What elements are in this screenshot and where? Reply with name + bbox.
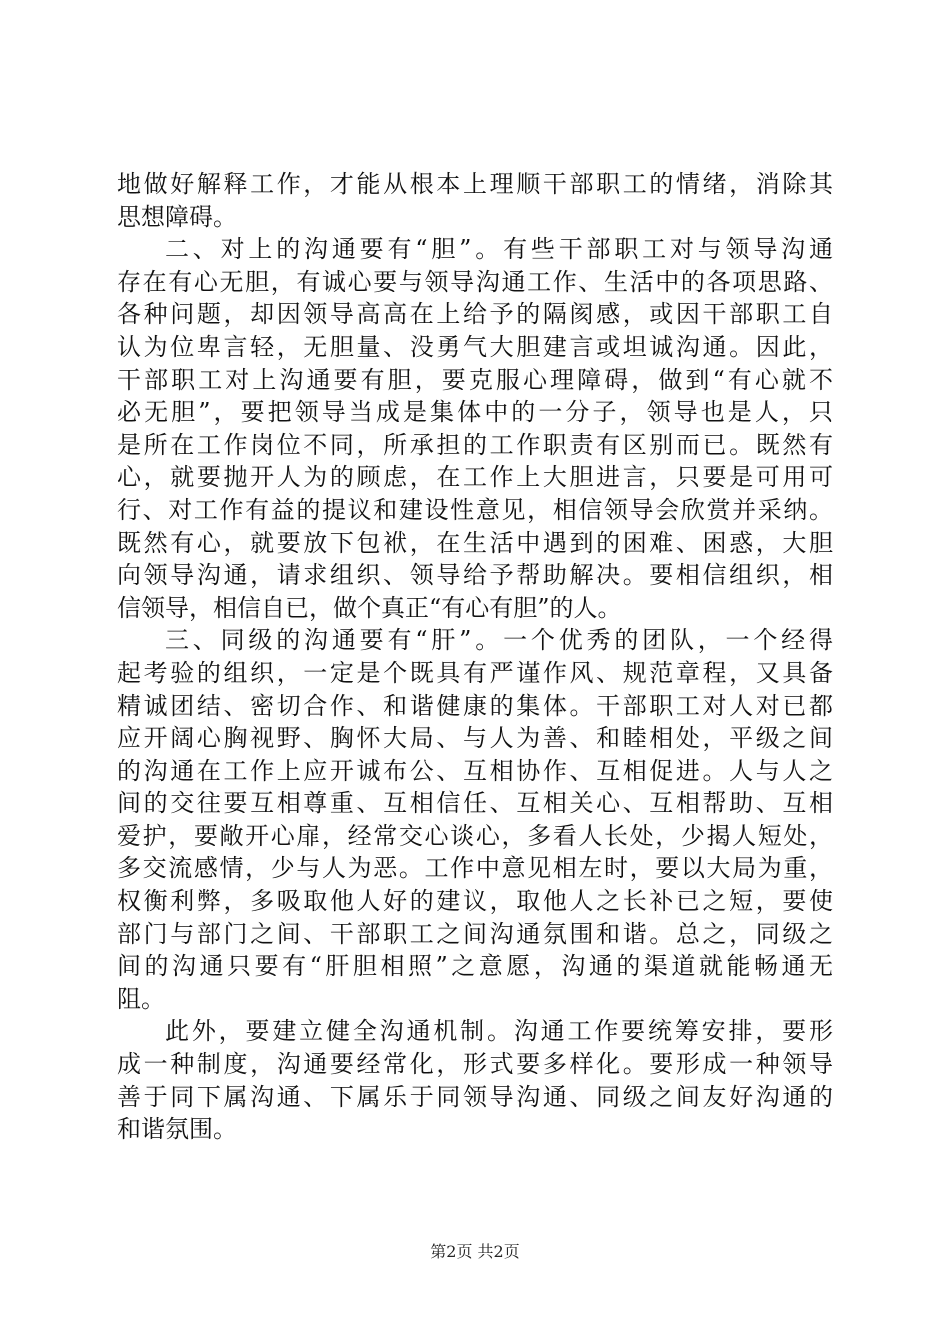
document-body bbox=[117, 168, 833, 1146]
text-line: 应开阔心胸视野、胸怀大局、与人为善、和睦相处，平级之间 bbox=[117, 724, 833, 753]
text-line: 爱护，要敞开心扉，经常交心谈心，多看人长处，少揭人短处， bbox=[117, 821, 833, 850]
text-line: 部门与部门之间、干部职工之间沟通氛围和谐。总之，同级之 bbox=[117, 919, 833, 948]
text-line: 的沟通在工作上应开诚布公、互相协作、互相促进。人与人之 bbox=[117, 756, 833, 785]
paragraph bbox=[117, 1015, 833, 1145]
text-line: 干部职工对上沟通要有胆，要克服心理障碍，做到“有心就不 bbox=[117, 365, 833, 394]
text-line: 多交流感情，少与人为恶。工作中意见相左时，要以大局为重， bbox=[117, 854, 833, 883]
text-line: 三、同级的沟通要有“肝”。一个优秀的团队，一个经得 bbox=[165, 626, 833, 655]
text-line: 精诚团结、密切合作、和谐健康的集体。干部职工对人对已都 bbox=[117, 691, 833, 720]
text-line: 向领导沟通，请求组织、领导给予帮助解决。要相信组织，相 bbox=[117, 561, 833, 590]
text-line: 地做好解释工作，才能从根本上理顺干部职工的情绪，消除其 bbox=[117, 170, 833, 198]
text-line: 既然有心，就要放下包袱，在生活中遇到的困难、困惑，大胆 bbox=[117, 528, 833, 557]
text-line: 存在有心无胆，有诚心要与领导沟通工作、生活中的各项思路、 bbox=[117, 267, 833, 296]
text-line: 起考验的组织，一定是个既具有严谨作风、规范章程，又具备 bbox=[117, 658, 833, 687]
text-line: 认为位卑言轻，无胆量、没勇气大胆建言或坦诚沟通。因此， bbox=[117, 332, 833, 361]
paragraph bbox=[117, 233, 833, 624]
paragraph bbox=[117, 624, 833, 1015]
page-number-footer: 第2页 共2页 bbox=[430, 1242, 520, 1261]
text-line: 和谐氛围。 bbox=[117, 1115, 237, 1144]
text-line: 行、对工作有益的提议和建设性意见，相信领导会欣赏并采纳。 bbox=[117, 495, 833, 524]
text-line: 间的沟通只要有“肝胆相照”之意愿，沟通的渠道就能畅通无 bbox=[117, 952, 833, 981]
text-line: 是所在工作岗位不同，所承担的工作职责有区别而已。既然有 bbox=[117, 430, 833, 459]
text-line: 心，就要抛开人为的顾虑，在工作上大胆进言，只要是可用可 bbox=[117, 463, 833, 492]
text-line: 思想障碍。 bbox=[117, 202, 237, 231]
text-line: 阻。 bbox=[117, 984, 165, 1013]
text-line: 必无胆”，要把领导当成是集体中的一分子，领导也是人，只 bbox=[117, 398, 833, 427]
text-line: 善于同下属沟通、下属乐于同领导沟通、同级之间友好沟通的 bbox=[117, 1082, 833, 1111]
text-line: 成一种制度，沟通要经常化，形式要多样化。要形成一种领导 bbox=[117, 1050, 833, 1079]
text-line: 二、对上的沟通要有“胆”。有些干部职工对与领导沟通 bbox=[165, 235, 833, 264]
text-line: 此外，要建立健全沟通机制。沟通工作要统筹安排，要形 bbox=[165, 1017, 833, 1046]
text-line: 权衡利弊，多吸取他人好的建议，取他人之长补已之短，要使 bbox=[117, 887, 833, 916]
text-line: 间的交往要互相尊重、互相信任、互相关心、互相帮助、互相 bbox=[117, 789, 833, 818]
paragraph bbox=[117, 168, 833, 233]
text-line: 各种问题，却因领导高高在上给予的隔阂感，或因干部职工自 bbox=[117, 300, 833, 329]
text-line: 信领导，相信自已，做个真正“有心有胆”的人。 bbox=[117, 593, 622, 622]
